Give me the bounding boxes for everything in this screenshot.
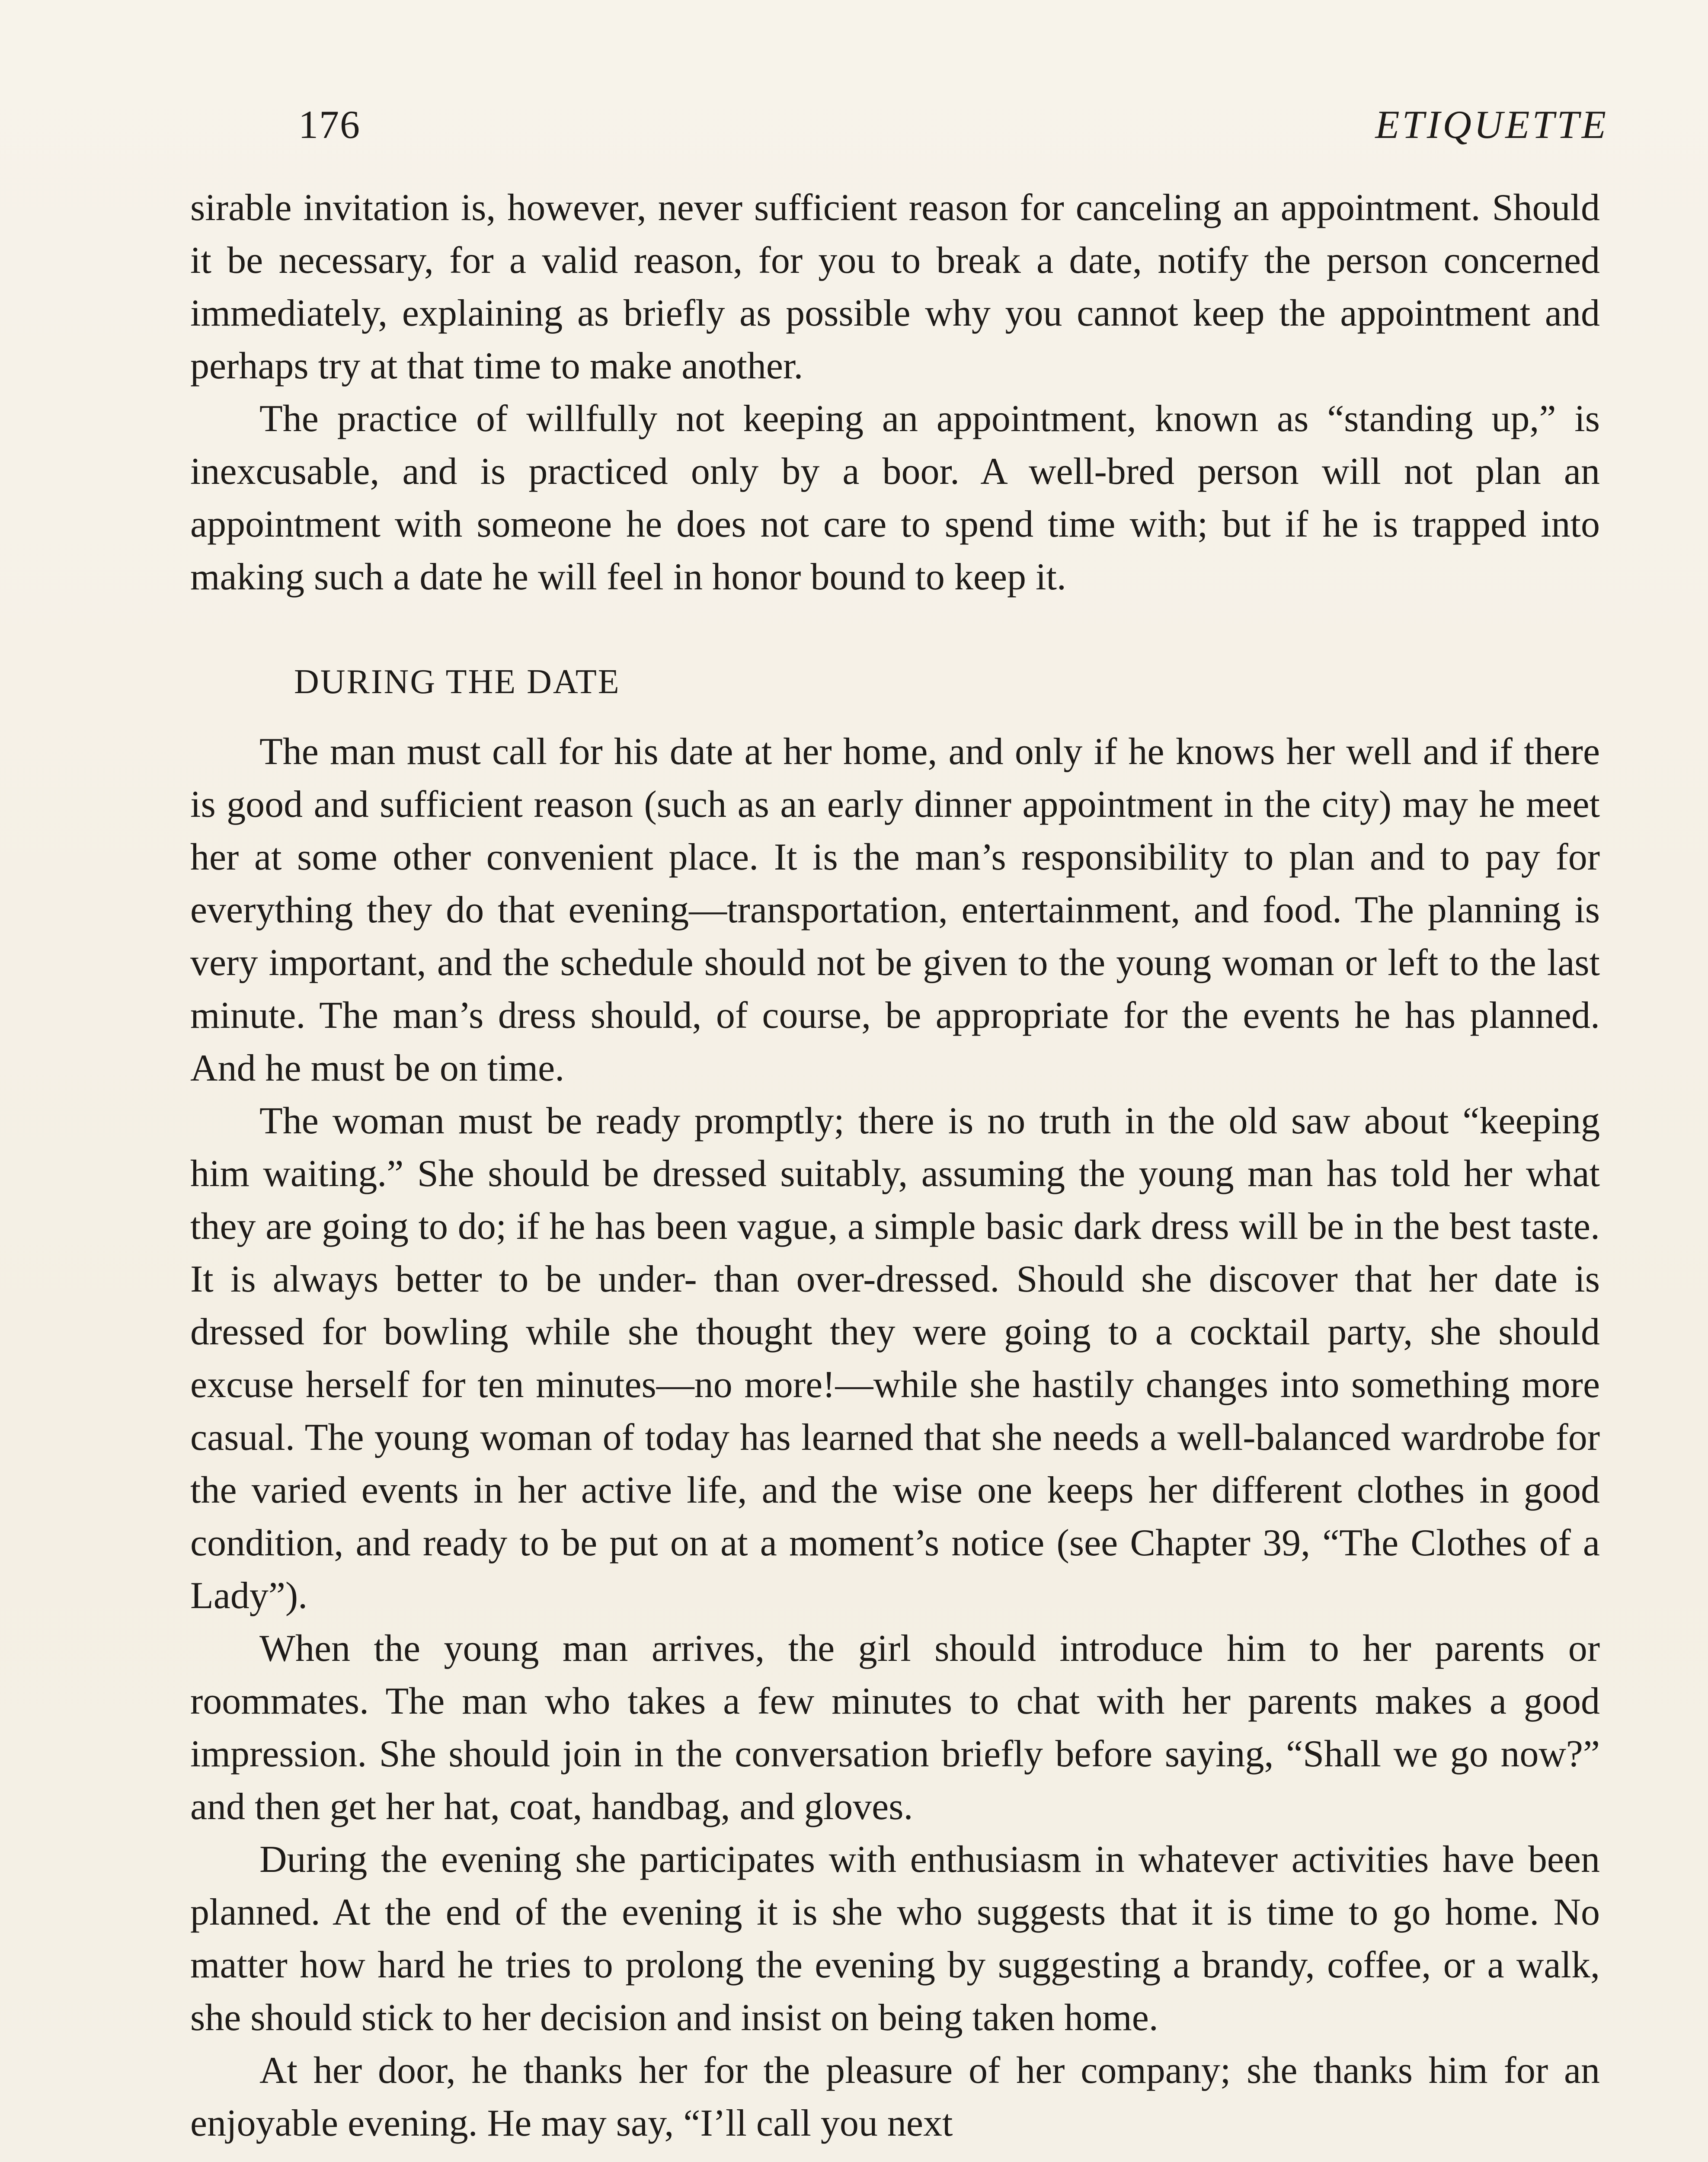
running-title: ETIQUETTE bbox=[1375, 102, 1609, 147]
paragraph-standing-up: The practice of willfully not keeping an appointment, known as “standing up,” is inexcusable, and is practiced only by a boor. A well-bred person will not plan an appointment with someone he does not care to spend time with; but if he is trapped into making such a date he will feel in honor bound to keep it. bbox=[190, 398, 1600, 598]
running-head bbox=[298, 102, 1609, 162]
page-number: 176 bbox=[298, 102, 361, 147]
paragraph-young-man-arrives: When the young man arrives, the girl should introduce him to her parents or roommates. The man who takes a few minutes to chat with her parents makes a good impression. She should join in the conversation briefly before saying, “Shall we go now?” and then get her hat, coat, handbag, and gloves. bbox=[190, 1628, 1600, 1828]
section-heading: DURING THE DATE bbox=[294, 663, 621, 701]
paragraph-man-calls: The man must call for his date at her home, and only if he knows her well and if there is good and sufficient reason (such as an early dinner appointment in the city) may he meet her at some other convenient place. It is the man’s responsibility to plan and to pay for everything they do that evening—transportation, entertainment, and food. The planning is very important, and the schedule should not be given to the young woman or left to the last minute. The man’s dress should, of course, be appropriate for the events he has planned. And he must be on time. bbox=[190, 731, 1600, 1089]
paragraph-at-her-door: At her door, he thanks her for the pleasure of her company; she thanks him for an enjoyable evening. He may say, “I’ll call you next bbox=[190, 2050, 1600, 2144]
body-text bbox=[190, 182, 1600, 2150]
paragraph-continued: sirable invitation is, however, never sufficient reason for canceling an appointment. Should it be necessary, for a valid reason, for you to break a date, notify the person concerned immediately, explaining as briefly as possible why you cannot keep the appointment and perhaps try at that time to make another. bbox=[190, 187, 1600, 387]
paragraph-during-evening: During the evening she participates with enthusiasm in whatever activities have been planned. At the end of the evening it is she who suggests that it is time to go home. No matter how hard he tries to prolong the evening by suggesting a brandy, coffee, or a walk, she should stick to her decision and insist on being taken home. bbox=[190, 1839, 1600, 2039]
paragraph-woman-ready: The woman must be ready promptly; there is no truth in the old saw about “keeping him waiting.” She should be dressed suitably, assuming the young man has told her what they are going to do; if he has been vague, a simple basic dark dress will be in the best taste. It is always better to be under- than over-dressed. Should she discover that her date is dressed for bowling while she thought they were going to a cocktail party, she should excuse herself for ten minutes—no more!—while she hastily changes into something more casual. The young woman of today has learned that she needs a well-balanced wardrobe for the varied events in her active life, and the wise one keeps her different clothes in good condition, and ready to be put on at a moment’s notice (see Chapter 39, “The Clothes of a Lady”). bbox=[190, 1100, 1600, 1617]
